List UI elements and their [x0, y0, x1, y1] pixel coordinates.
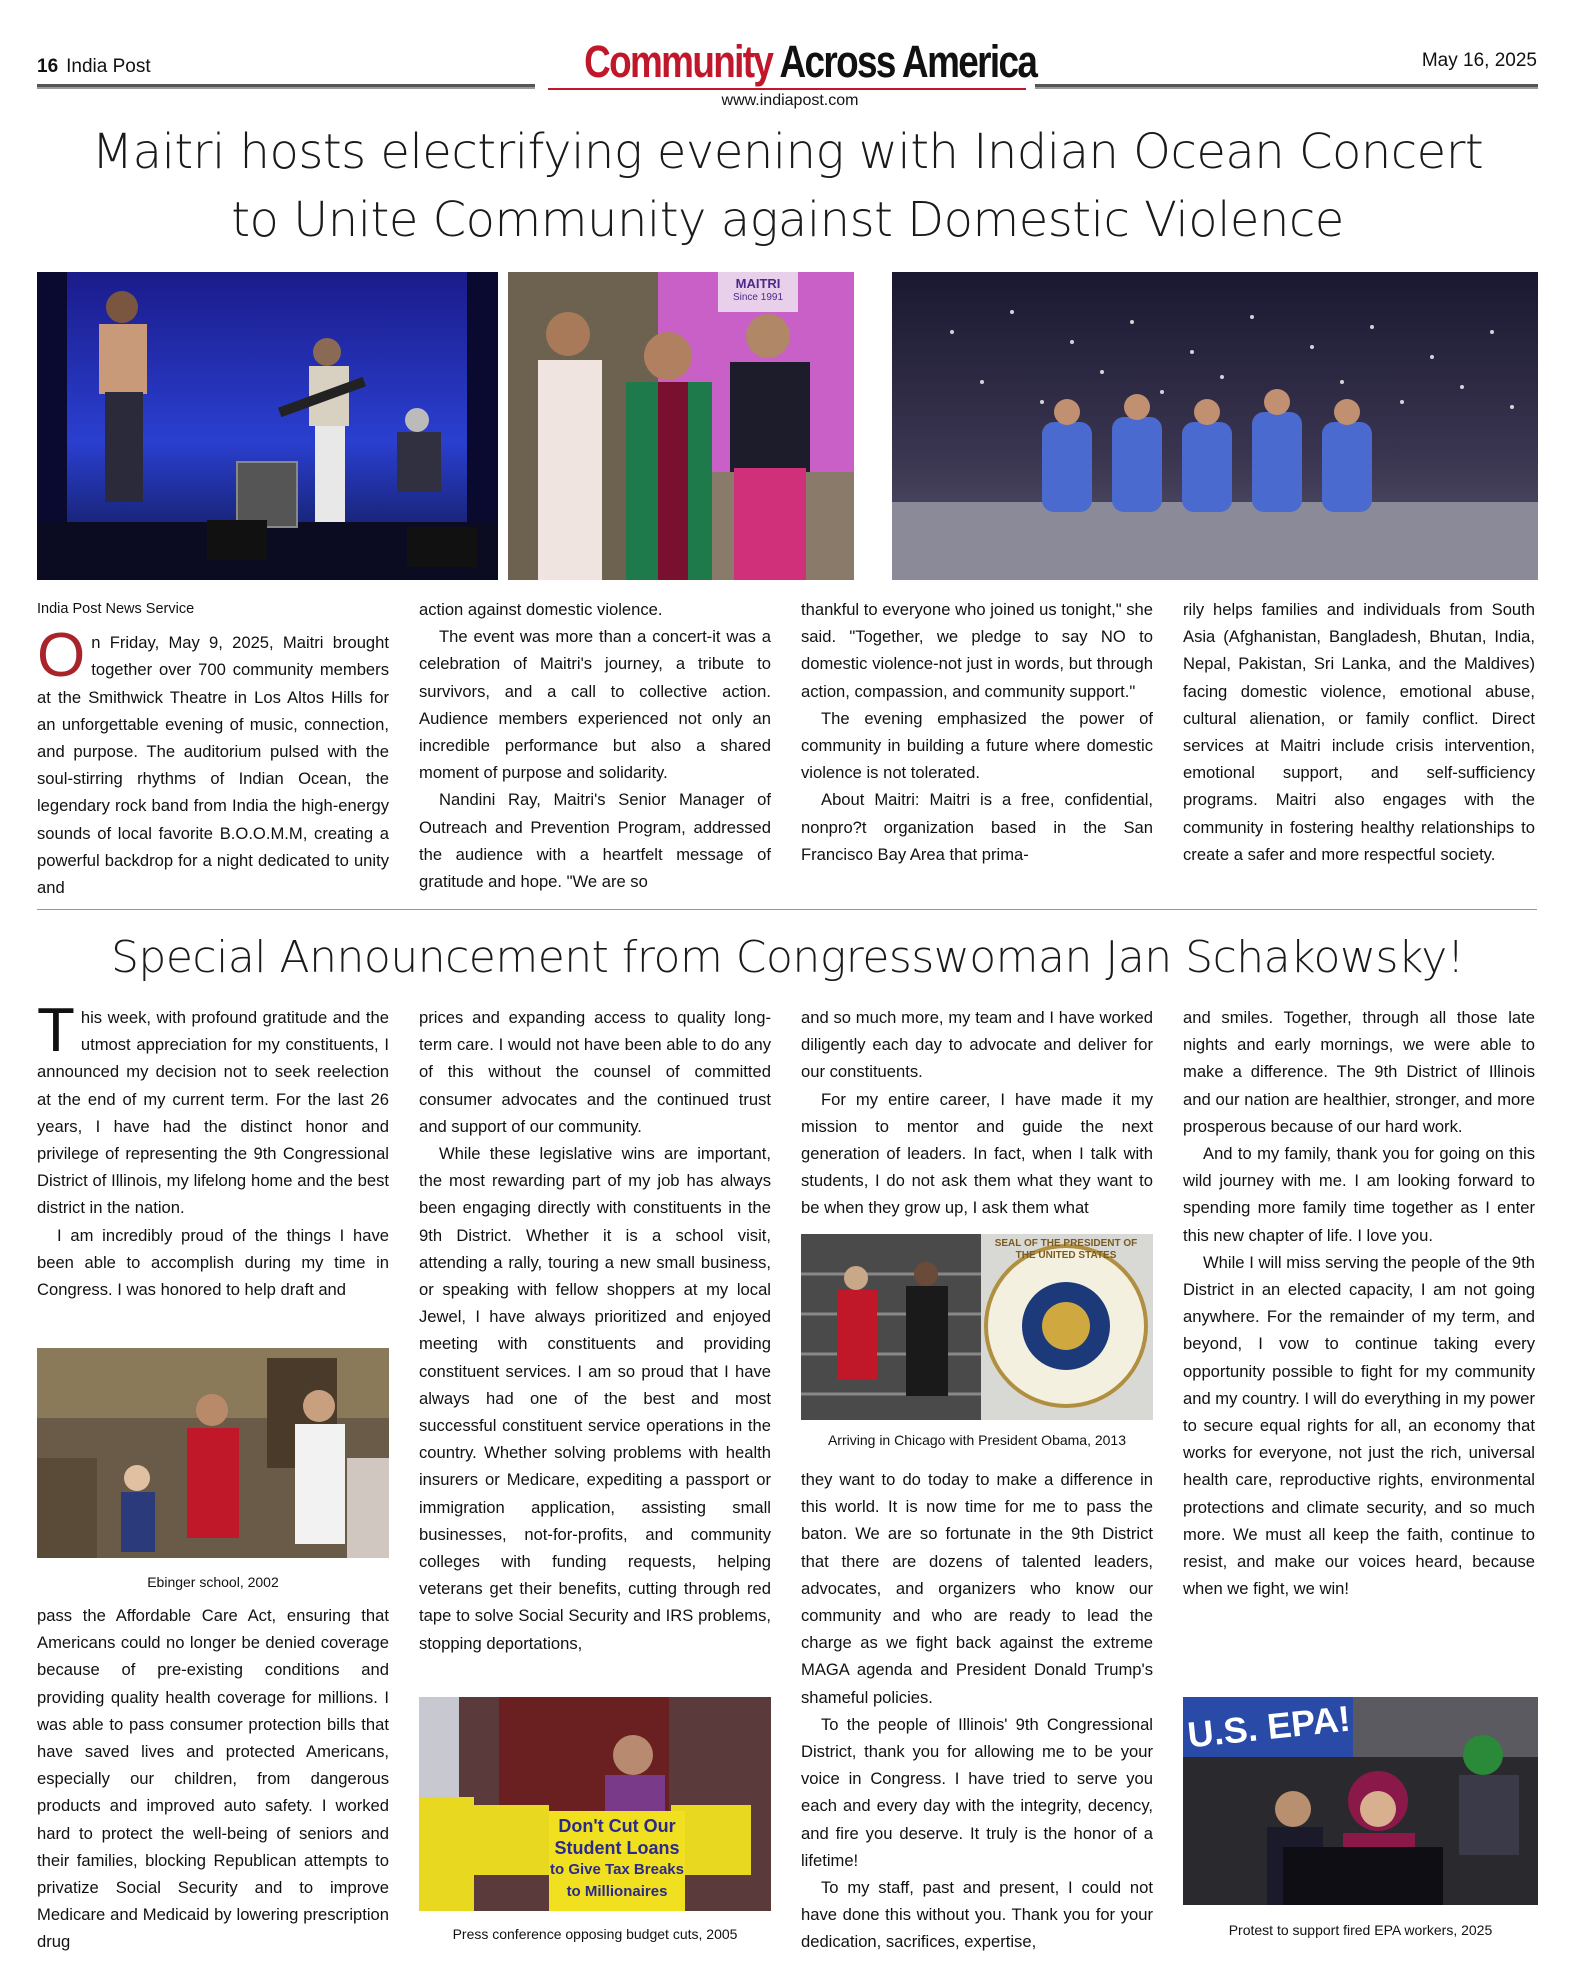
- story1-byline: India Post News Service: [37, 601, 195, 617]
- story2-col1-text: his week, with profound gratitude and the utmost appreciation for my constituents, I announced my decision not to seek reelection at the end of my current term. For the last 26 years, I have had the distinct honor and privilege of representing the 9th Congressional District of Illinois, my lifelong home and the best district in the nation.: [37, 1008, 389, 1218]
- photo-press-conference: [419, 1697, 771, 1911]
- story2-paragraph: and smiles. Together, through all those late nights and early mornings, we were able to make a difference. The 9th District of Illinois and our nation are healthier, stronger, and more prosperous because of our hard work.: [1183, 1008, 1535, 1136]
- story2-paragraph: and so much more, my team and I have worked diligently each day to advocate and deliver for our constituents.: [801, 1008, 1153, 1082]
- story2-paragraph: I am incredibly proud of the things I have been able to accomplish during my time in Congress. I was honored to help draft and: [37, 1225, 389, 1300]
- protest-sign: [549, 1815, 685, 1903]
- publication-name: India Post: [66, 56, 151, 77]
- issue-date: May 16, 2025: [1421, 50, 1537, 71]
- protest-sign-line4: to Millionaires: [566, 1883, 668, 1900]
- story2-paragraph: pass the Affordable Care Act, ensuring that Americans could no longer be denied coverage because of pre-existing conditions and providing quality health coverage for millions. I was able to pass consumer protection bills that have saved lives and protected Americans, especially our children, from dangerous products and improved auto safety. I worked hard to protect the well-being of seniors and their families, blocking Republican attempts to privatize Social Security and to improve Medicare and Medicaid by lowering prescription drug: [37, 1606, 389, 1952]
- story1-paragraph: Nandini Ray, Maitri's Senior Manager of Outreach and Prevention Program, addressed the audience with a heartfelt message of gratitude and hope. "We are so: [419, 790, 771, 892]
- photo-ebinger-school: [37, 1348, 389, 1558]
- maitri-sign-year: Since 1991: [732, 292, 784, 303]
- story1-paragraph: [37, 621, 389, 901]
- story1-headline: [40, 118, 1535, 254]
- masthead-community: Community: [584, 36, 773, 87]
- drop-cap: O: [37, 621, 86, 691]
- website-link[interactable]: www.indiapost.com: [721, 92, 859, 109]
- story1-paragraph: The evening emphasized the power of community in building a future where domestic violence is not tolerated.: [801, 708, 1153, 783]
- story1-headline-line2: to Unite Community against Domestic Violence: [231, 192, 1344, 248]
- story2-column-3a: [801, 1004, 1153, 1222]
- page-number: [37, 56, 151, 78]
- header-rule-left: [37, 84, 535, 89]
- section-divider: [37, 909, 1537, 910]
- story2-paragraph: prices and expanding access to quality long-term care. I would not have been able to do any of this without the counsel of committed consumer advocates and the continued trust and support of our community.: [419, 1008, 771, 1136]
- protest-sign-line1: Don't Cut Our: [558, 1816, 676, 1836]
- story1-paragraph: About Maitri: Maitri is a free, confidential, nonpro?t organization based in the San Francisco Bay Area that prima-: [801, 790, 1153, 864]
- masthead-across-america: Across America: [779, 36, 1037, 87]
- presidential-seal-text: SEAL OF THE PRESIDENT OF THE UNITED STATES: [994, 1238, 1138, 1261]
- masthead: [584, 34, 1037, 90]
- protest-sign-line3: to Give Tax Breaks: [550, 1861, 684, 1878]
- drop-cap: T: [37, 996, 75, 1065]
- photo-president-obama: [801, 1234, 1153, 1420]
- photo-audience-band: [892, 272, 1538, 580]
- epa-protest-sign: U.S. EPA!: [1185, 1697, 1353, 1756]
- story2-column-1a: [37, 996, 389, 1303]
- story2-paragraph: And to my family, thank you for going on this wild journey with me. I am looking forward to spending more family time together as I enter this new chapter of life. I love you.: [1183, 1144, 1535, 1245]
- story1-headline-line1: Maitri hosts electrifying evening with Indian Ocean Concert: [91, 124, 1484, 180]
- story1-paragraph: action against domestic violence.: [419, 600, 663, 619]
- photo-concert-stage: [37, 272, 498, 580]
- caption-president-obama: Arriving in Chicago with President Obama, 2013: [827, 1432, 1127, 1448]
- story2-column-1b: [37, 1602, 389, 1956]
- story2-paragraph: While these legislative wins are important, the most rewarding part of my job has always been engaging directly with constituents in the 9th District. Whether it is a school visit, attending a rally, touring a new small business, or speaking with fellow shoppers at my local Jewel, I have always prioritized and enjoyed meeting with constituents and providing constituent services. I am so proud that I have always had one of the best and most successful constituent service operations in the country. Whether solving problems with health insurers or Medicare, expediting a passport or immigration application, assisting small businesses, not-for-profits, and community colleges with funding requests, helping veterans get their benefits, cutting through red tape to solve Social Security and IRS problems, stopping deportations,: [419, 1144, 771, 1653]
- caption-press-conference: Press conference opposing budget cuts, 2005: [452, 1926, 738, 1942]
- photo-epa-protest: [1183, 1697, 1538, 1905]
- caption-ebinger-school: Ebinger school, 2002: [147, 1574, 279, 1590]
- story1-column-1: [37, 596, 389, 901]
- story2-paragraph: they want to do today to make a difference in this world. It is now time for me to pass the baton. We are so fortunate in the 9th District that there are dozens of talented leaders, advocates, and organizers who know our community and who are ready to lead the charge as we fight back against the extreme MAGA agenda and President Donald Trump's shameful policies.: [801, 1470, 1153, 1707]
- caption-epa-protest: Protest to support fired EPA workers, 2025: [1228, 1922, 1493, 1938]
- story2-paragraph: For my entire career, I have made it my mission to mentor and guide the next generation of leaders. In fact, when I talk with students, I do not ask them what they want to be when they grow up, I ask them what: [801, 1089, 1153, 1218]
- story1-column-3: [801, 596, 1153, 868]
- story2-paragraph: [37, 996, 389, 1222]
- page-number-value: 16: [37, 56, 59, 77]
- story2-column-3b: [801, 1466, 1153, 1956]
- photo-maitri-women: [508, 272, 854, 580]
- masthead-underline: [548, 88, 1026, 90]
- story1-paragraph: rily helps families and individuals from South Asia (Afghanistan, Bangladesh, Bhutan, India, Nepal, Pakistan, Sri Lanka, and the Maldives) facing domestic violence, emotional abuse, cultural alienation, or family conflict. Direct services at Maitri include crisis intervention, emotional support, and self-sufficiency programs. Maitri also engages with the community in fostering healthy relationships to create a safer and more respectful society.: [1183, 600, 1535, 864]
- story1-paragraph: The event was more than a concert-it was a celebration of Maitri's journey, a tribute to survivors, and a call to collective action. Audience members experienced not only an incredible performance but also a shared moment of purpose and solidarity.: [419, 627, 771, 783]
- story1-col1-text: n Friday, May 9, 2025, Maitri brought together over 700 community members at the Smithwick Theatre in Los Altos Hills for an unforgettable evening of music, connection, and purpose. The auditorium pulsed with the soul-stirring rhythms of Indian Ocean, the legendary rock band from India the high-energy sounds of local favorite B.O.O.M.M, creating a powerful backdrop for a night dedicated to unity and: [37, 633, 389, 898]
- header-rule-right: [1035, 84, 1538, 89]
- story1-column-2: [419, 596, 771, 895]
- story2-paragraph: To the people of Illinois' 9th Congressional District, thank you for allowing me to be your voice in Congress. I have tried to serve you each and every day with the integrity, decency, and fire you deserve. It truly is the honor of a lifetime!: [801, 1714, 1153, 1870]
- protest-sign-line2: Student Loans: [554, 1838, 680, 1858]
- story2-paragraph: While I will miss serving the people of the 9th District in an elected capacity, I am not going anywhere. For the remainder of my term, and beyond, I vow to continue taking every opportunity possible to fight for my community and my country. I will do everything in my power to secure equal rights for all, an economy that works for everyone, not just the rich, universal health care, reproductive rights, environmental protections and climate security, and so much more. We must all keep the faith, continue to resist, and make our voices heard, because when we fight, we win!: [1183, 1252, 1535, 1599]
- story2-column-4: [1183, 1004, 1535, 1602]
- story1-column-4: [1183, 596, 1535, 868]
- story2-headline: Special Announcement from Congresswoman Jan Schakowsky!: [111, 932, 1464, 983]
- maitri-sign-title: MAITRI: [735, 276, 781, 291]
- story2-paragraph: To my staff, past and present, I could not have done this without you. Thank you for your dedication, sacrifices, expertise,: [801, 1878, 1153, 1952]
- story2-column-2: [419, 1004, 771, 1657]
- story1-paragraph: thankful to everyone who joined us tonight," she said. "Together, we pledge to say NO to domestic violence-not just in words, but through action, compassion, and community support.": [801, 600, 1153, 701]
